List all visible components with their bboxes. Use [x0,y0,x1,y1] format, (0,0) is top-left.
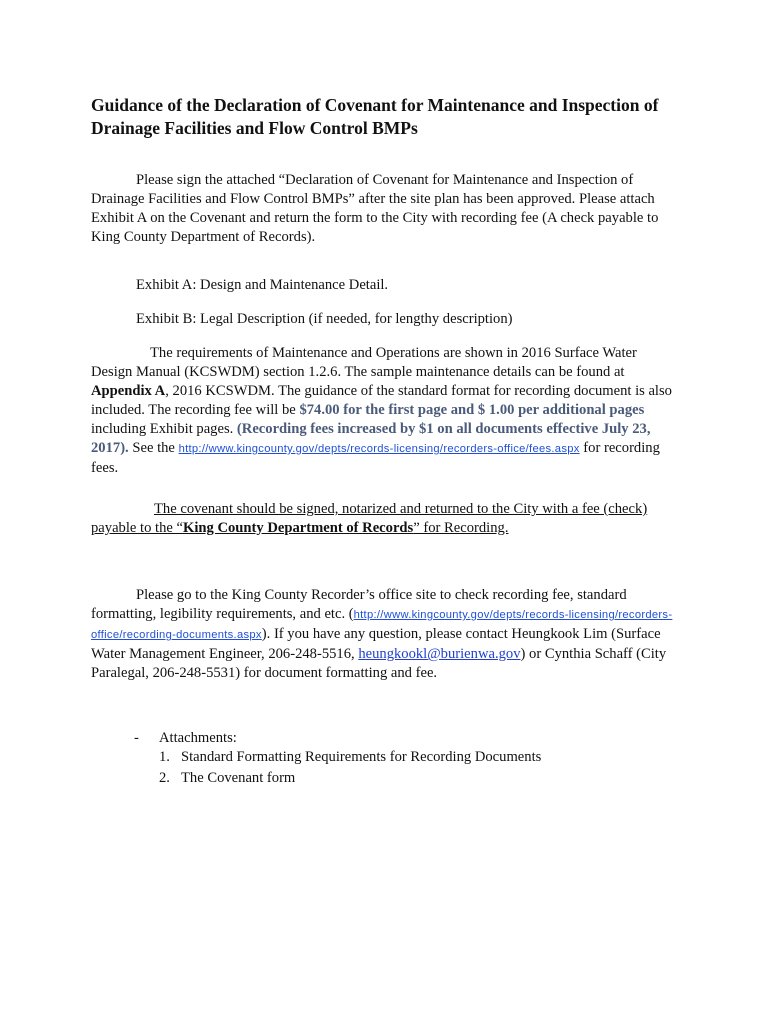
bullet-dash: - [134,730,139,746]
intro-paragraph [91,171,681,247]
covenant-paragraph [91,500,681,538]
exhibit-a: Exhibit A: Design and Maintenance Detail. [136,277,389,293]
document-title: Guidance of the Declaration of Covenant for Maintenance and Inspection of Drainage Facilities and Flow Control BMPs [91,95,659,138]
list-number: 2. [159,770,170,786]
requirements-text-1: The requirements of Maintenance and Operations are shown in 2016 Surface Water Design Manual (KCSWDM) section 1.2.6. The sample maintenance details can be found at [91,345,637,380]
appendix-ref: Appendix A [91,383,166,399]
contact-text-3: ) or Cynthia Schaff (City Paralegal, 206-248-5531) for document formatting and fee. [91,646,667,681]
list-item [159,768,541,789]
list-item-text: Standard Formatting Requirements for Recording Documents [181,749,542,765]
email-link[interactable]: heungkookl@burienwa.gov [358,646,521,662]
exhibit-b: Exhibit B: Legal Description (if needed, for lengthy description) [136,311,513,327]
contact-paragraph [91,586,681,683]
fee-amount: $74.00 for the first page and $ 1.00 per additional pages [299,402,645,418]
attachments-label: Attachments: [159,730,237,746]
list-number: 1. [159,749,170,765]
contact-text-2: ). If you have any question, please contact Heungkook Lim (Surface Water Management Engineer, 206-248-5516, [91,626,661,662]
requirements-text-2: , 2016 KCSWDM. The guidance of the standard format for recording document is also included. The recording fee will be [91,383,672,418]
list-item-text: The Covenant form [181,770,296,786]
intro-text: Please sign the attached “Declaration of Covenant for Maintenance and Inspection of Drainage Facilities and Flow Control BMPs” after the site plan has been approved. Please attach Exhibit A on the Covenant and return the form to the City with recording fee (A check payable to King County Department of Records). [91,172,659,245]
requirements-text-3: including Exhibit pages. [91,421,237,437]
records-dept: King County Department of Records [182,520,414,536]
covenant-text-1: The covenant should be signed, notarized and returned to the City with a fee (check) payable to the “ [91,501,648,536]
recording-documents-link[interactable]: http://www.kingcounty.gov/depts/records-licensing/recorders-office/recording-documents.aspx [91,609,673,641]
attachments-list [159,747,541,789]
list-item [159,747,541,768]
requirements-text-4: See the [128,440,179,456]
covenant-text-2: ” for Recording. [413,520,509,536]
fee-increase-note: (Recording fees increased by $1 on all documents effective July 23, 2017). [91,421,651,456]
requirements-paragraph [91,344,681,478]
fees-link[interactable]: http://www.kingcounty.gov/depts/records-licensing/recorders-office/fees.aspx [178,443,580,455]
contact-text-1: Please go to the King County Recorder’s office site to check recording fee, standard formatting, legibility requirements, and etc. ( [91,587,627,622]
requirements-text-5: for recording fees. [91,440,660,476]
attachments-heading [134,728,237,749]
